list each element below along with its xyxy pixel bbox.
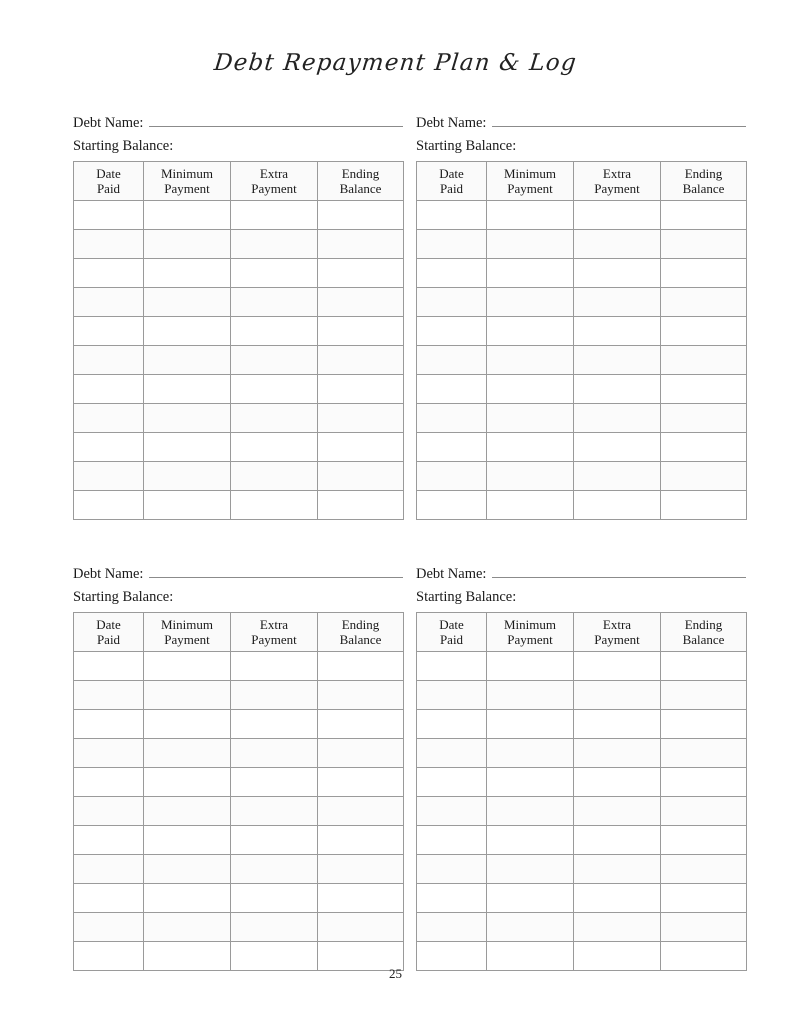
column-header-ending-balance: Ending Balance	[661, 162, 747, 201]
table-cell[interactable]	[144, 652, 231, 681]
table-cell[interactable]	[144, 681, 231, 710]
column-header-extra-payment: Extra Payment	[231, 162, 318, 201]
table-cell[interactable]	[318, 288, 404, 317]
table-cell[interactable]	[487, 491, 574, 520]
starting-balance-input[interactable]	[522, 588, 746, 601]
table-cell[interactable]	[74, 462, 144, 491]
table-cell[interactable]	[144, 768, 231, 797]
table-cell[interactable]	[417, 201, 487, 230]
starting-balance-label: Starting Balance:	[73, 589, 174, 605]
table-cell[interactable]	[661, 462, 747, 491]
table-cell[interactable]	[574, 739, 661, 768]
column-header-minimum-payment: Minimum Payment	[487, 162, 574, 201]
table-cell[interactable]	[74, 346, 144, 375]
table-row	[74, 201, 404, 230]
table-row	[74, 491, 404, 520]
starting-balance-input[interactable]	[522, 137, 746, 150]
debt-block-3	[73, 564, 403, 971]
table-row	[74, 346, 404, 375]
table-row	[74, 317, 404, 346]
table-row	[74, 404, 404, 433]
table-cell[interactable]	[487, 768, 574, 797]
column-header-ending-balance: Ending Balance	[318, 162, 404, 201]
table-cell[interactable]	[661, 230, 747, 259]
table-cell[interactable]	[574, 433, 661, 462]
table-row	[417, 433, 747, 462]
table-cell[interactable]	[231, 768, 318, 797]
table-cell[interactable]	[74, 855, 144, 884]
table-cell[interactable]	[318, 652, 404, 681]
table-cell[interactable]	[74, 652, 144, 681]
table-cell[interactable]	[574, 317, 661, 346]
table-cell[interactable]	[417, 317, 487, 346]
table-row	[417, 884, 747, 913]
table-cell[interactable]	[318, 201, 404, 230]
table-cell[interactable]	[318, 855, 404, 884]
column-header-date-paid: Date Paid	[417, 613, 487, 652]
table-cell[interactable]	[318, 375, 404, 404]
table-row	[74, 797, 404, 826]
table-cell[interactable]	[487, 288, 574, 317]
debt-name-row	[73, 113, 403, 133]
table-cell[interactable]	[74, 288, 144, 317]
table-row	[417, 768, 747, 797]
table-cell[interactable]	[661, 652, 747, 681]
table-cell[interactable]	[318, 317, 404, 346]
table-cell[interactable]	[318, 259, 404, 288]
table-cell[interactable]	[487, 884, 574, 913]
table-cell[interactable]	[574, 288, 661, 317]
table-cell[interactable]	[574, 681, 661, 710]
starting-balance-row	[416, 588, 746, 608]
table-cell[interactable]	[661, 681, 747, 710]
table-cell[interactable]	[417, 433, 487, 462]
table-header-row	[417, 613, 747, 652]
table-cell[interactable]	[231, 913, 318, 942]
table-cell[interactable]	[661, 259, 747, 288]
column-header-minimum-payment: Minimum Payment	[144, 613, 231, 652]
table-cell[interactable]	[487, 317, 574, 346]
table-cell[interactable]	[574, 462, 661, 491]
table-cell[interactable]	[144, 404, 231, 433]
table-row	[417, 346, 747, 375]
table-cell[interactable]	[487, 375, 574, 404]
table-cell[interactable]	[417, 768, 487, 797]
table-cell[interactable]	[318, 346, 404, 375]
table-cell[interactable]	[74, 433, 144, 462]
table-cell[interactable]	[417, 797, 487, 826]
starting-balance-input[interactable]	[179, 588, 403, 601]
table-cell[interactable]	[487, 739, 574, 768]
table-body	[417, 652, 747, 971]
table-cell[interactable]	[661, 913, 747, 942]
table-cell[interactable]	[231, 375, 318, 404]
table-cell[interactable]	[74, 768, 144, 797]
table-cell[interactable]	[487, 710, 574, 739]
table-cell[interactable]	[574, 201, 661, 230]
table-row	[74, 913, 404, 942]
table-cell[interactable]	[661, 375, 747, 404]
table-cell[interactable]	[318, 681, 404, 710]
table-cell[interactable]	[74, 710, 144, 739]
table-row	[417, 201, 747, 230]
column-header-minimum-payment: Minimum Payment	[144, 162, 231, 201]
table-row	[74, 710, 404, 739]
debt-name-label: Debt Name:	[416, 115, 487, 131]
starting-balance-row	[416, 137, 746, 157]
debt-name-row	[73, 564, 403, 584]
table-cell[interactable]	[144, 913, 231, 942]
table-row	[417, 652, 747, 681]
table-cell[interactable]	[574, 826, 661, 855]
table-cell[interactable]	[74, 230, 144, 259]
table-cell[interactable]	[661, 768, 747, 797]
table-cell[interactable]	[574, 259, 661, 288]
table-cell[interactable]	[318, 826, 404, 855]
table-cell[interactable]	[318, 230, 404, 259]
table-cell[interactable]	[318, 404, 404, 433]
column-header-extra-payment: Extra Payment	[574, 613, 661, 652]
table-cell[interactable]	[74, 913, 144, 942]
debt-name-row	[416, 564, 746, 584]
table-cell[interactable]	[231, 855, 318, 884]
table-cell[interactable]	[144, 346, 231, 375]
table-cell[interactable]	[574, 652, 661, 681]
debt-table	[73, 161, 404, 520]
table-cell[interactable]	[231, 259, 318, 288]
table-row	[74, 230, 404, 259]
table-cell[interactable]	[574, 491, 661, 520]
table-cell[interactable]	[417, 259, 487, 288]
column-header-date-paid: Date Paid	[417, 162, 487, 201]
table-cell[interactable]	[74, 201, 144, 230]
table-cell[interactable]	[74, 826, 144, 855]
table-cell[interactable]	[661, 346, 747, 375]
table-header-row	[74, 613, 404, 652]
table-cell[interactable]	[74, 681, 144, 710]
table-cell[interactable]	[417, 884, 487, 913]
debt-table	[73, 612, 404, 971]
starting-balance-input[interactable]	[179, 137, 403, 150]
table-cell[interactable]	[487, 797, 574, 826]
debt-name-label: Debt Name:	[73, 566, 144, 582]
table-row	[74, 855, 404, 884]
debt-name-label: Debt Name:	[73, 115, 144, 131]
table-cell[interactable]	[417, 346, 487, 375]
table-cell[interactable]	[231, 681, 318, 710]
debt-name-input[interactable]	[149, 564, 403, 578]
table-cell[interactable]	[231, 404, 318, 433]
table-cell[interactable]	[144, 288, 231, 317]
debt-name-row	[416, 113, 746, 133]
table-row	[417, 288, 747, 317]
table-row	[417, 404, 747, 433]
table-cell[interactable]	[487, 259, 574, 288]
table-cell[interactable]	[74, 797, 144, 826]
table-row	[74, 375, 404, 404]
table-cell[interactable]	[318, 491, 404, 520]
table-cell[interactable]	[144, 259, 231, 288]
debt-name-input[interactable]	[492, 564, 746, 578]
table-cell[interactable]	[231, 317, 318, 346]
table-cell[interactable]	[574, 913, 661, 942]
starting-balance-label: Starting Balance:	[416, 138, 517, 154]
table-cell[interactable]	[231, 201, 318, 230]
table-cell[interactable]	[574, 797, 661, 826]
debt-block-4	[416, 564, 746, 971]
debt-name-label: Debt Name:	[416, 566, 487, 582]
table-cell[interactable]	[74, 259, 144, 288]
table-row	[417, 259, 747, 288]
table-cell[interactable]	[417, 681, 487, 710]
table-cell[interactable]	[487, 201, 574, 230]
table-cell[interactable]	[144, 884, 231, 913]
table-cell[interactable]	[417, 855, 487, 884]
table-cell[interactable]	[574, 884, 661, 913]
debt-block-1	[73, 113, 403, 520]
column-header-minimum-payment: Minimum Payment	[487, 613, 574, 652]
table-cell[interactable]	[661, 201, 747, 230]
table-cell[interactable]	[144, 230, 231, 259]
table-cell[interactable]	[318, 710, 404, 739]
table-row	[417, 913, 747, 942]
table-cell[interactable]	[661, 317, 747, 346]
table-cell[interactable]	[144, 797, 231, 826]
table-row	[74, 259, 404, 288]
column-header-extra-payment: Extra Payment	[574, 162, 661, 201]
table-cell[interactable]	[318, 884, 404, 913]
column-header-date-paid: Date Paid	[74, 162, 144, 201]
table-cell[interactable]	[318, 433, 404, 462]
table-cell[interactable]	[231, 797, 318, 826]
table-cell[interactable]	[231, 710, 318, 739]
table-cell[interactable]	[417, 375, 487, 404]
table-cell[interactable]	[144, 826, 231, 855]
table-row	[74, 768, 404, 797]
starting-balance-row	[73, 137, 403, 157]
table-row	[417, 710, 747, 739]
table-row	[417, 491, 747, 520]
debt-block-2	[416, 113, 746, 520]
page-title: Debt Repayment Plan & Log	[212, 50, 579, 76]
table-cell[interactable]	[661, 491, 747, 520]
table-body	[74, 652, 404, 971]
table-row	[74, 433, 404, 462]
table-cell[interactable]	[231, 288, 318, 317]
table-cell[interactable]	[574, 710, 661, 739]
table-cell[interactable]	[318, 913, 404, 942]
table-cell[interactable]	[661, 855, 747, 884]
table-cell[interactable]	[318, 739, 404, 768]
table-cell[interactable]	[417, 710, 487, 739]
table-cell[interactable]	[74, 375, 144, 404]
table-body	[417, 201, 747, 520]
table-cell[interactable]	[661, 826, 747, 855]
table-cell[interactable]	[661, 884, 747, 913]
table-row	[417, 462, 747, 491]
table-cell[interactable]	[144, 739, 231, 768]
table-cell[interactable]	[231, 884, 318, 913]
table-cell[interactable]	[487, 826, 574, 855]
page-number: 25	[389, 966, 402, 981]
starting-balance-label: Starting Balance:	[73, 138, 174, 154]
table-cell[interactable]	[144, 317, 231, 346]
table-cell[interactable]	[661, 797, 747, 826]
table-cell[interactable]	[487, 230, 574, 259]
column-header-extra-payment: Extra Payment	[231, 613, 318, 652]
debt-name-input[interactable]	[149, 113, 403, 127]
table-cell[interactable]	[487, 462, 574, 491]
table-cell[interactable]	[231, 462, 318, 491]
table-cell[interactable]	[144, 462, 231, 491]
table-cell[interactable]	[487, 913, 574, 942]
table-cell[interactable]	[318, 797, 404, 826]
column-header-date-paid: Date Paid	[74, 613, 144, 652]
table-cell[interactable]	[661, 433, 747, 462]
table-cell[interactable]	[661, 710, 747, 739]
column-header-ending-balance: Ending Balance	[661, 613, 747, 652]
table-cell[interactable]	[574, 346, 661, 375]
table-row	[417, 739, 747, 768]
table-cell[interactable]	[661, 288, 747, 317]
table-cell[interactable]	[318, 768, 404, 797]
table-cell[interactable]	[231, 826, 318, 855]
table-cell[interactable]	[417, 462, 487, 491]
table-cell[interactable]	[487, 855, 574, 884]
table-row	[417, 375, 747, 404]
table-cell[interactable]	[574, 768, 661, 797]
table-row	[417, 797, 747, 826]
table-row	[74, 884, 404, 913]
table-row	[74, 288, 404, 317]
table-cell[interactable]	[417, 230, 487, 259]
table-cell[interactable]	[417, 913, 487, 942]
table-cell[interactable]	[231, 739, 318, 768]
table-row	[417, 317, 747, 346]
table-row	[417, 855, 747, 884]
table-cell[interactable]	[574, 855, 661, 884]
table-cell[interactable]	[231, 433, 318, 462]
table-row	[417, 826, 747, 855]
starting-balance-label: Starting Balance:	[416, 589, 517, 605]
table-cell[interactable]	[417, 826, 487, 855]
table-cell[interactable]	[74, 884, 144, 913]
table-cell[interactable]	[487, 404, 574, 433]
table-cell[interactable]	[487, 681, 574, 710]
starting-balance-row	[73, 588, 403, 608]
table-cell[interactable]	[144, 491, 231, 520]
table-cell[interactable]	[417, 652, 487, 681]
table-row	[417, 230, 747, 259]
table-cell[interactable]	[487, 652, 574, 681]
table-cell[interactable]	[231, 230, 318, 259]
debt-name-input[interactable]	[492, 113, 746, 127]
table-cell[interactable]	[74, 739, 144, 768]
table-cell[interactable]	[144, 710, 231, 739]
table-body	[74, 201, 404, 520]
table-header-row	[74, 162, 404, 201]
table-cell[interactable]	[487, 346, 574, 375]
table-cell[interactable]	[417, 739, 487, 768]
table-cell[interactable]	[417, 288, 487, 317]
table-cell[interactable]	[574, 404, 661, 433]
table-cell[interactable]	[74, 491, 144, 520]
table-cell[interactable]	[318, 462, 404, 491]
table-cell[interactable]	[74, 317, 144, 346]
column-header-ending-balance: Ending Balance	[318, 613, 404, 652]
table-row	[74, 681, 404, 710]
table-cell[interactable]	[231, 491, 318, 520]
table-header-row	[417, 162, 747, 201]
table-cell[interactable]	[574, 375, 661, 404]
table-cell[interactable]	[417, 404, 487, 433]
debt-table	[416, 161, 747, 520]
table-cell[interactable]	[74, 404, 144, 433]
table-row	[74, 826, 404, 855]
table-cell[interactable]	[661, 404, 747, 433]
table-cell[interactable]	[144, 433, 231, 462]
table-cell[interactable]	[417, 491, 487, 520]
table-cell[interactable]	[231, 652, 318, 681]
table-cell[interactable]	[144, 375, 231, 404]
table-cell[interactable]	[574, 230, 661, 259]
table-row	[74, 652, 404, 681]
table-row	[417, 681, 747, 710]
table-cell[interactable]	[144, 201, 231, 230]
debt-table	[416, 612, 747, 971]
table-cell[interactable]	[144, 855, 231, 884]
table-cell[interactable]	[487, 433, 574, 462]
table-cell[interactable]	[231, 346, 318, 375]
table-row	[74, 739, 404, 768]
table-row	[74, 462, 404, 491]
table-cell[interactable]	[661, 739, 747, 768]
